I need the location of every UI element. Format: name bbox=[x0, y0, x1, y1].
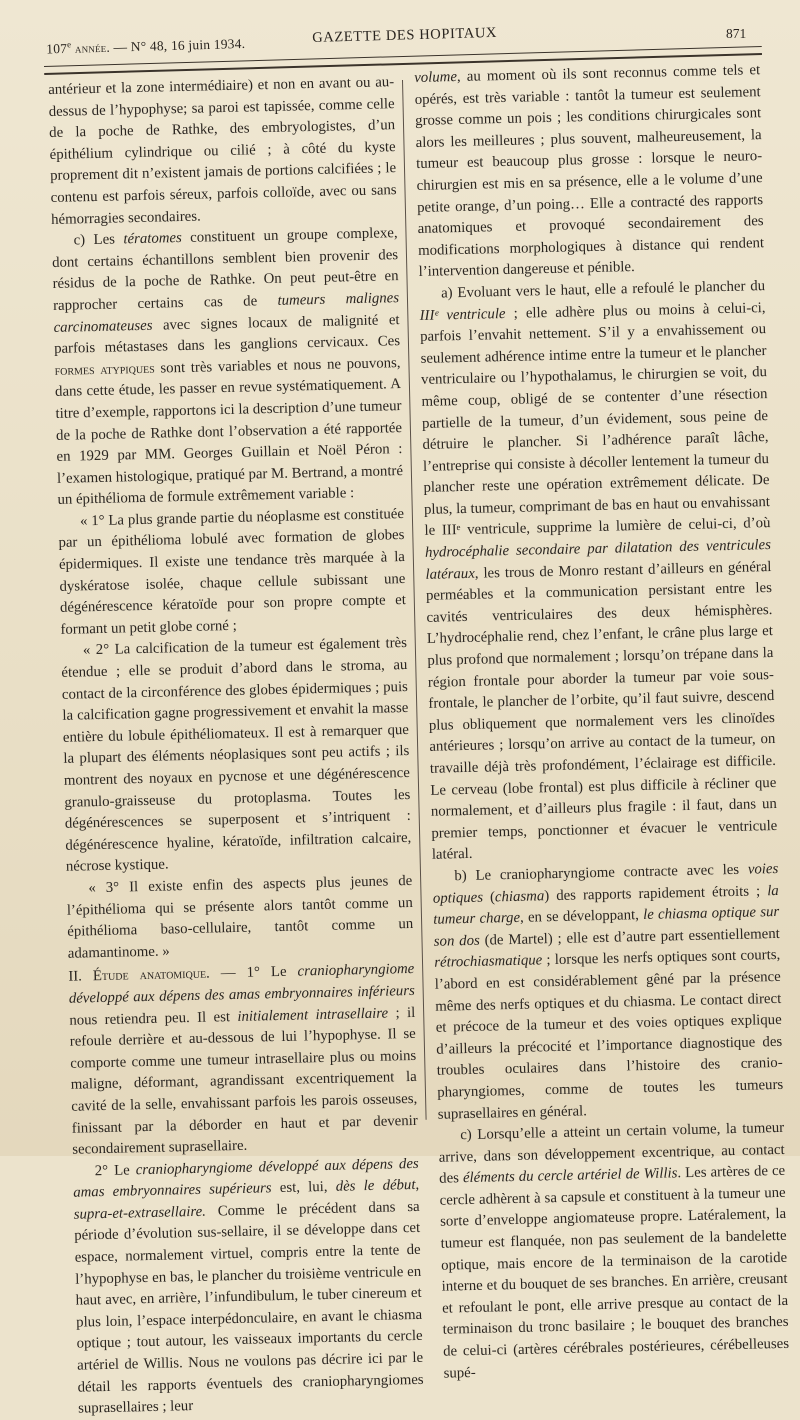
text-run-italic: initialement intrasellaire bbox=[237, 1005, 389, 1025]
text-run-italic: craniopharyngiome développé aux dépens des amas embryonnaires supérieurs bbox=[73, 1155, 419, 1201]
section-heading: Étude anatomique. bbox=[92, 965, 210, 985]
text-run: avec signes locaux de malignité et parfois métastases dans les ganglions cervicaux. Ces bbox=[53, 311, 401, 358]
text-run-italic: voies optiques bbox=[432, 860, 779, 907]
paragraph-teratomes bbox=[51, 223, 403, 511]
journal-title: GAZETTE DES HOPITAUX bbox=[312, 24, 498, 46]
paragraph-craniopharyngiome-superieur bbox=[73, 1154, 425, 1420]
text-run-italic: hydrocéphalie secondaire par dilatation des ventricules latéraux bbox=[424, 537, 772, 583]
text-run: — 1° Le bbox=[209, 963, 298, 982]
text-run-italic: IIIᵉ ventricule bbox=[419, 305, 506, 324]
paragraph-volume bbox=[414, 60, 765, 284]
issue-year: 107 bbox=[46, 40, 68, 57]
text-run: ; il refoule derrière et au-dessous de lui l’hypophyse. Il se comporte comme une tumeur intrasellaire plus ou moins maligne, déformant, agrandissant excentriquement la cavité de la selle, envahissant parfois les parois osseuses, finissant par la déborder en haut et par devenir secondairement suprasellaire. bbox=[69, 1004, 418, 1158]
text-run: Comme le précédent dans sa période d’évolution sus-sellaire, il se développe dans cet espace, normalement virtuel, compris entre la tente de l’hypophyse en bas, le plancher du troisième ventricule en haut avec, en arrière, l’infundibulum, le tuber cinereum et plus loin, l’espace interpédonculaire, en avant le chiasma optique ; tout autour, les vaisseaux importants du cercle artériel de Willis. Nous ne voulons pas décrire ici par le détail les rapports éventuels des craniopharyngiomes suprasellaires ; leur bbox=[74, 1198, 424, 1417]
paragraph-voies-optiques bbox=[432, 859, 784, 1126]
text-run-italic: chiasma bbox=[494, 887, 545, 905]
issue-line bbox=[46, 34, 245, 57]
text-run: ) des rapports rapidement étroits ; bbox=[544, 882, 768, 904]
text-run: . Les artères de ce cercle adhèrent à sa capsule et constituent à la tumeur une sorte d’enveloppe angiomateuse propre. Latéralement, la tumeur est flanquée, non pas seulement de la bandelette optique, mais encore de la terminaison de la carotide interne et du bouquet de ses branches. En arrière, creusant et refoulant le pont, elle arrive presque au contact de la terminaison du tronc basilaire ; le bouquet des branches de celui-ci (artères cérébrales postérieures, cérébelleuses supé- bbox=[439, 1163, 790, 1382]
section-etude-anatomique bbox=[68, 959, 418, 1161]
paragraph-cercle-willis bbox=[438, 1118, 790, 1385]
text-run: constituent un groupe complexe, dont certains échantillons semblent bien provenir des résidus de la poche de Rathke. On peut peut-être en rapprocher certains cas de bbox=[51, 225, 399, 314]
text-run: c) Lorsqu’elle a atteint un certain volume, la tumeur arrive, dans son développement excentrique, au contact des bbox=[438, 1119, 785, 1187]
text-run-italic: rétrochiasmatique bbox=[434, 952, 543, 972]
text-run: nous retiendra peu. Il est bbox=[69, 1008, 238, 1029]
issue-year-sup: e bbox=[66, 39, 72, 50]
text-run: (de Martel) ; elle est d’autre part essentiellement bbox=[479, 925, 780, 949]
text-run-italic: volume bbox=[414, 69, 458, 86]
left-column bbox=[48, 72, 424, 1420]
text-run: a) Evoluant vers le haut, elle a refoulé le plancher du bbox=[440, 278, 766, 302]
paragraph-ventricule bbox=[419, 276, 778, 867]
quote-item-1: « 1° La plus grande partie du néoplasme est constituée par un épithélioma lobulé avec formation de globes épidermiques. Il existe une tendance très marquée à la dyskératose isolée, chaque cellule subissant une dégénérescence kératoïde pour son propre compte et formant un petit globe corné ; bbox=[58, 505, 407, 638]
text-run-italic: tumeurs malignes carcinomateuses bbox=[53, 290, 400, 336]
text-run: ; elle adhère plus ou moins à celui-ci, parfois l’envahit nettement. S’il y a envahissement ou seulement adhérence intime entre la tumeur et le plancher ventriculaire ou l’hypothalamus, le chirurgien se voit, du même coup, obligé de se contenter d’une résection partielle de la tumeur, d’un évidement, sous peine de détruire le plancher. Si l’adhérence paraît lâche, l’entreprise qui consiste à décoller lentement la tumeur du plancher reste une opération extrêmement délicate. De plus, la tumeur, comprimant de bas en haut ou envahissant le IIIᵉ ventricule, supprime la lumière de celui-ci, d’où bbox=[419, 299, 771, 540]
issue-date: — N° 48, 16 juin 1934. bbox=[113, 35, 246, 55]
paragraph-cyst: antérieur et la zone intermédiaire) et non en avant ou au-dessus de l’hypophyse; sa paroi est tapissée, comme celle de la poche de Rathke, des embryologistes, d’un épithélium cylindrique ou cilié ; à côté du kyste proprement dit n’existent jamais de portions calcifiées ; le contenu est parfois séreux, parfois colloïde, avec ou sans hémorragies secondaires. bbox=[48, 74, 397, 228]
text-run: ( bbox=[482, 888, 496, 906]
quote-item-2: « 2° La calcification de la tumeur est également très étendue ; elle se produit d’abord dans le stroma, au contact de la circonférence des globes épidermiques ; puis la calcification gagne progressivement et envahit la masse entière du lobule épithéliomateux. Il est à remarquer que la plupart des éléments néoplasiques sont peu actifs ; ils montrent des noyaux en pycnose et une dégénérescence granulo-graisseuse du protoplasma. Toutes les dégénérescences se superposent et s’intriquent : dégénérescence hyaline, kératoïde, infiltration calcaire, nécrose kystique. bbox=[61, 635, 412, 876]
text-run: , les trous de Monro restant d’ailleurs en général perméables et la communication persistant entre les cavités ventriculaires des deux hémisphères. L’hydrocéphalie rend, chez l’enfant, le crâne plus large et plus profond que normalement ; lorsqu’on trépane dans la région frontale pour aborder la tumeur par voie sous-frontale, le plancher de l’orbite, qu’il faut suivre, descend plus obliquement que normalement vers les clinoïdes antérieures ; lorsqu’on arrive au contact de la tumeur, on travaille déjà très profondément, l’éclairage est difficile. Le cerveau (lobe frontal) est plus difficile à récliner que normalement, et d’ailleurs plus fragile : il faut, dans un premier temps, ponctionner et évacuer le ventricule latéral. bbox=[425, 558, 778, 864]
text-run-italic: la tumeur charge bbox=[433, 882, 779, 928]
text-run-italic: craniopharyngiome développé aux dépens des amas embryonnaires inférieurs bbox=[68, 961, 415, 1007]
text-run-italic: éléments du cercle artériel de Willis bbox=[462, 1165, 678, 1187]
text-run: , au moment où ils sont reconnus comme tels et opérés, est très variable : tantôt la tumeur est seulement grosse comme un pois ; les conditions chirurgicales sont alors les meilleures ; plus souvent, malheureusement, la tumeur est beaucoup plus grosse : lorsque le neuro-chirurgien est mis en sa présence, elle a le volume d’une petite orange, d’un poing… Elle a contracté des rapports anatomiques et provoqué secondairement des modifications morphologiques à distance qui rendent l’intervention dangereuse et pénible. bbox=[414, 62, 765, 281]
text-run-italic: tératomes bbox=[123, 230, 182, 248]
text-run-smallcaps: formes atypiques bbox=[54, 360, 155, 379]
text-run: b) Le craniopharyngiome contracte avec les bbox=[454, 861, 749, 885]
text-run: 2° Le bbox=[94, 1161, 136, 1179]
page-number: 871 bbox=[726, 26, 747, 41]
text-run: ; lorsque les nerfs optiques sont courts, l’abord en est considérablement gêné par la présence même des nerfs optiques et du chiasma. Le contact direct et précoce de la tumeur et des voies optiques explique d’ailleurs la précocité et l’importance diagnostique des troubles oculaires dans l’histoire des cranio-pharyngiomes, comme de toutes les tumeurs suprasellaires en général. bbox=[434, 947, 784, 1123]
text-run-italic: le chiasma optique sur son dos bbox=[433, 904, 780, 950]
quote-item-3: « 3° Il existe enfin des aspects plus jeunes de l’épithélioma qui se présente alors tantôt comme un épithélioma baso-cellulaire, tantôt comme un adamantinome. » bbox=[66, 872, 414, 962]
text-run: sont très variables et nous ne pouvons, dans cette étude, les passer en revue systématiquement. A titre d’exemple, rapportons ici la description d’une tumeur de la poche de Rathke dont l’observation a été rapportée en 1929 par MM. Georges Guillain et Noël Péron : l’examen histologique, pratiqué par M. Bertrand, a montré un épithélioma de formule extrêmement variable : bbox=[54, 354, 404, 509]
text-run: c) Les bbox=[73, 231, 124, 249]
issue-label: année. bbox=[74, 39, 111, 56]
text-run: est, lui, bbox=[271, 1179, 336, 1197]
section-number: II. bbox=[68, 968, 94, 986]
text-run-italic: dès le début, supra-et-extrasellaire. bbox=[73, 1177, 420, 1223]
text-run: , en se développant, bbox=[519, 907, 644, 926]
right-column bbox=[414, 60, 790, 1385]
